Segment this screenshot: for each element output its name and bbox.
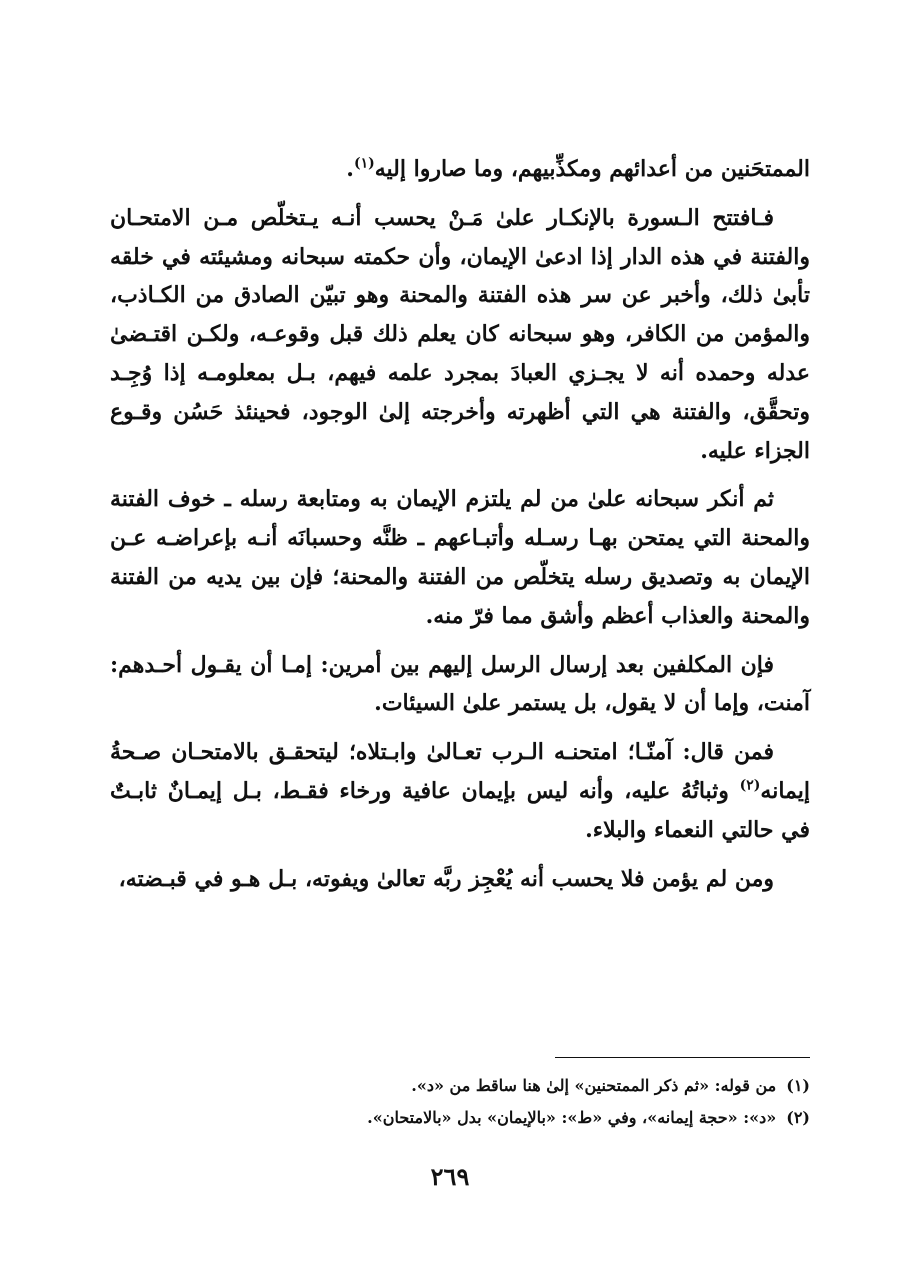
main-text-body (110, 150, 810, 908)
paragraph-4: فإن المكلفين بعد إرسال الرسل إليهم بين أمرين: إمـا أن يقـول أحـدهم: آمنت، وإما أن لا يقول، بل يستمر علىٰ السيئات. (110, 651, 810, 717)
footnote-1 (110, 1070, 810, 1102)
footnote-number: (١) (786, 1076, 810, 1095)
paragraph-6: ومن لم يؤمن فلا يحسب أنه يُعْجِز ربَّه تعالىٰ ويفوته، بـل هـو في قبـضته، (118, 865, 774, 892)
footnote-divider (555, 1057, 810, 1058)
paragraph-2: فـافتتح الـسورة بالإنكـار علىٰ مَـنْ يحسب أنـه يـتخلّص مـن الامتحـان والفتنة في هذه الدار إذا ادعىٰ الإيمان، وأن حكمته سبحانه ومشيئته في خلقه تأبىٰ ذلك، وأخبر عن سر هذه الفتنة والمحنة وهو تبيّن الصادق من الكـاذب، والمؤمن من الكافر، وهو سبحانه كان يعلم ذلك قبل وقوعـه، ولكـن اقتـضىٰ عدله وحمده أنه لا يجـزي العبادَ بمجرد علمه فيهم، بـل بمعلومـه إذا وُجِـد وتحقَّق، والفتنة هي التي أظهرته وأخرجته إلىٰ الوجود، فحينئذ حَسُن وقـوع الجزاء عليه. (110, 204, 810, 464)
footnote-number: (٢) (786, 1108, 810, 1127)
footnote-ref-2[interactable]: (٢) (739, 777, 761, 794)
footnote-text: من قوله: «ثم ذكر الممتحنين» إلىٰ هنا ساقط من «د». (411, 1076, 777, 1095)
paragraph-5: فمن قال: آمنّـا؛ امتحنـه الـرب تعـالىٰ وابـتلاه؛ ليتحقـق بالامتحـان صـحةُ إيمانه$^{(٢)}$ وثباتُهُ عليه، وأنه ليس بإيمان عافية ورخاء فقـط، بـل إيمـانٌ ثابـتٌ في حالتي النعماء والبلاء. (110, 739, 810, 843)
paragraph-3: ثم أنكر سبحانه علىٰ من لم يلتزم الإيمان به ومتابعة رسله ـ خوف الفتنة والمحنة التي يمتحن بهـا رسـله وأتبـاعهم ـ ظنَّه وحسبانَه أنـه بإعراضـه عـن الإيمان به وتصديق رسله يتخلّص من الفتنة والمحنة؛ فإن بين يديه من الفتنة والمحنة والعذاب أعظم وأشق مما فرّ منه. (110, 486, 810, 629)
page-number: ٢٦٩ (430, 1162, 470, 1191)
footnote-ref-1[interactable]: (١) (353, 155, 375, 172)
footnotes-section (110, 1070, 810, 1134)
footnote-2 (110, 1102, 810, 1134)
footnote-text: «د»: «حجة إيمانه»، وفي «ط»: «بالإيمان» بدل «بالامتحان». (367, 1108, 777, 1127)
paragraph-1: الممتحَنين من أعدائهم ومكذِّبيهم، وما صاروا إليه$^{(١)}$. (346, 155, 810, 182)
